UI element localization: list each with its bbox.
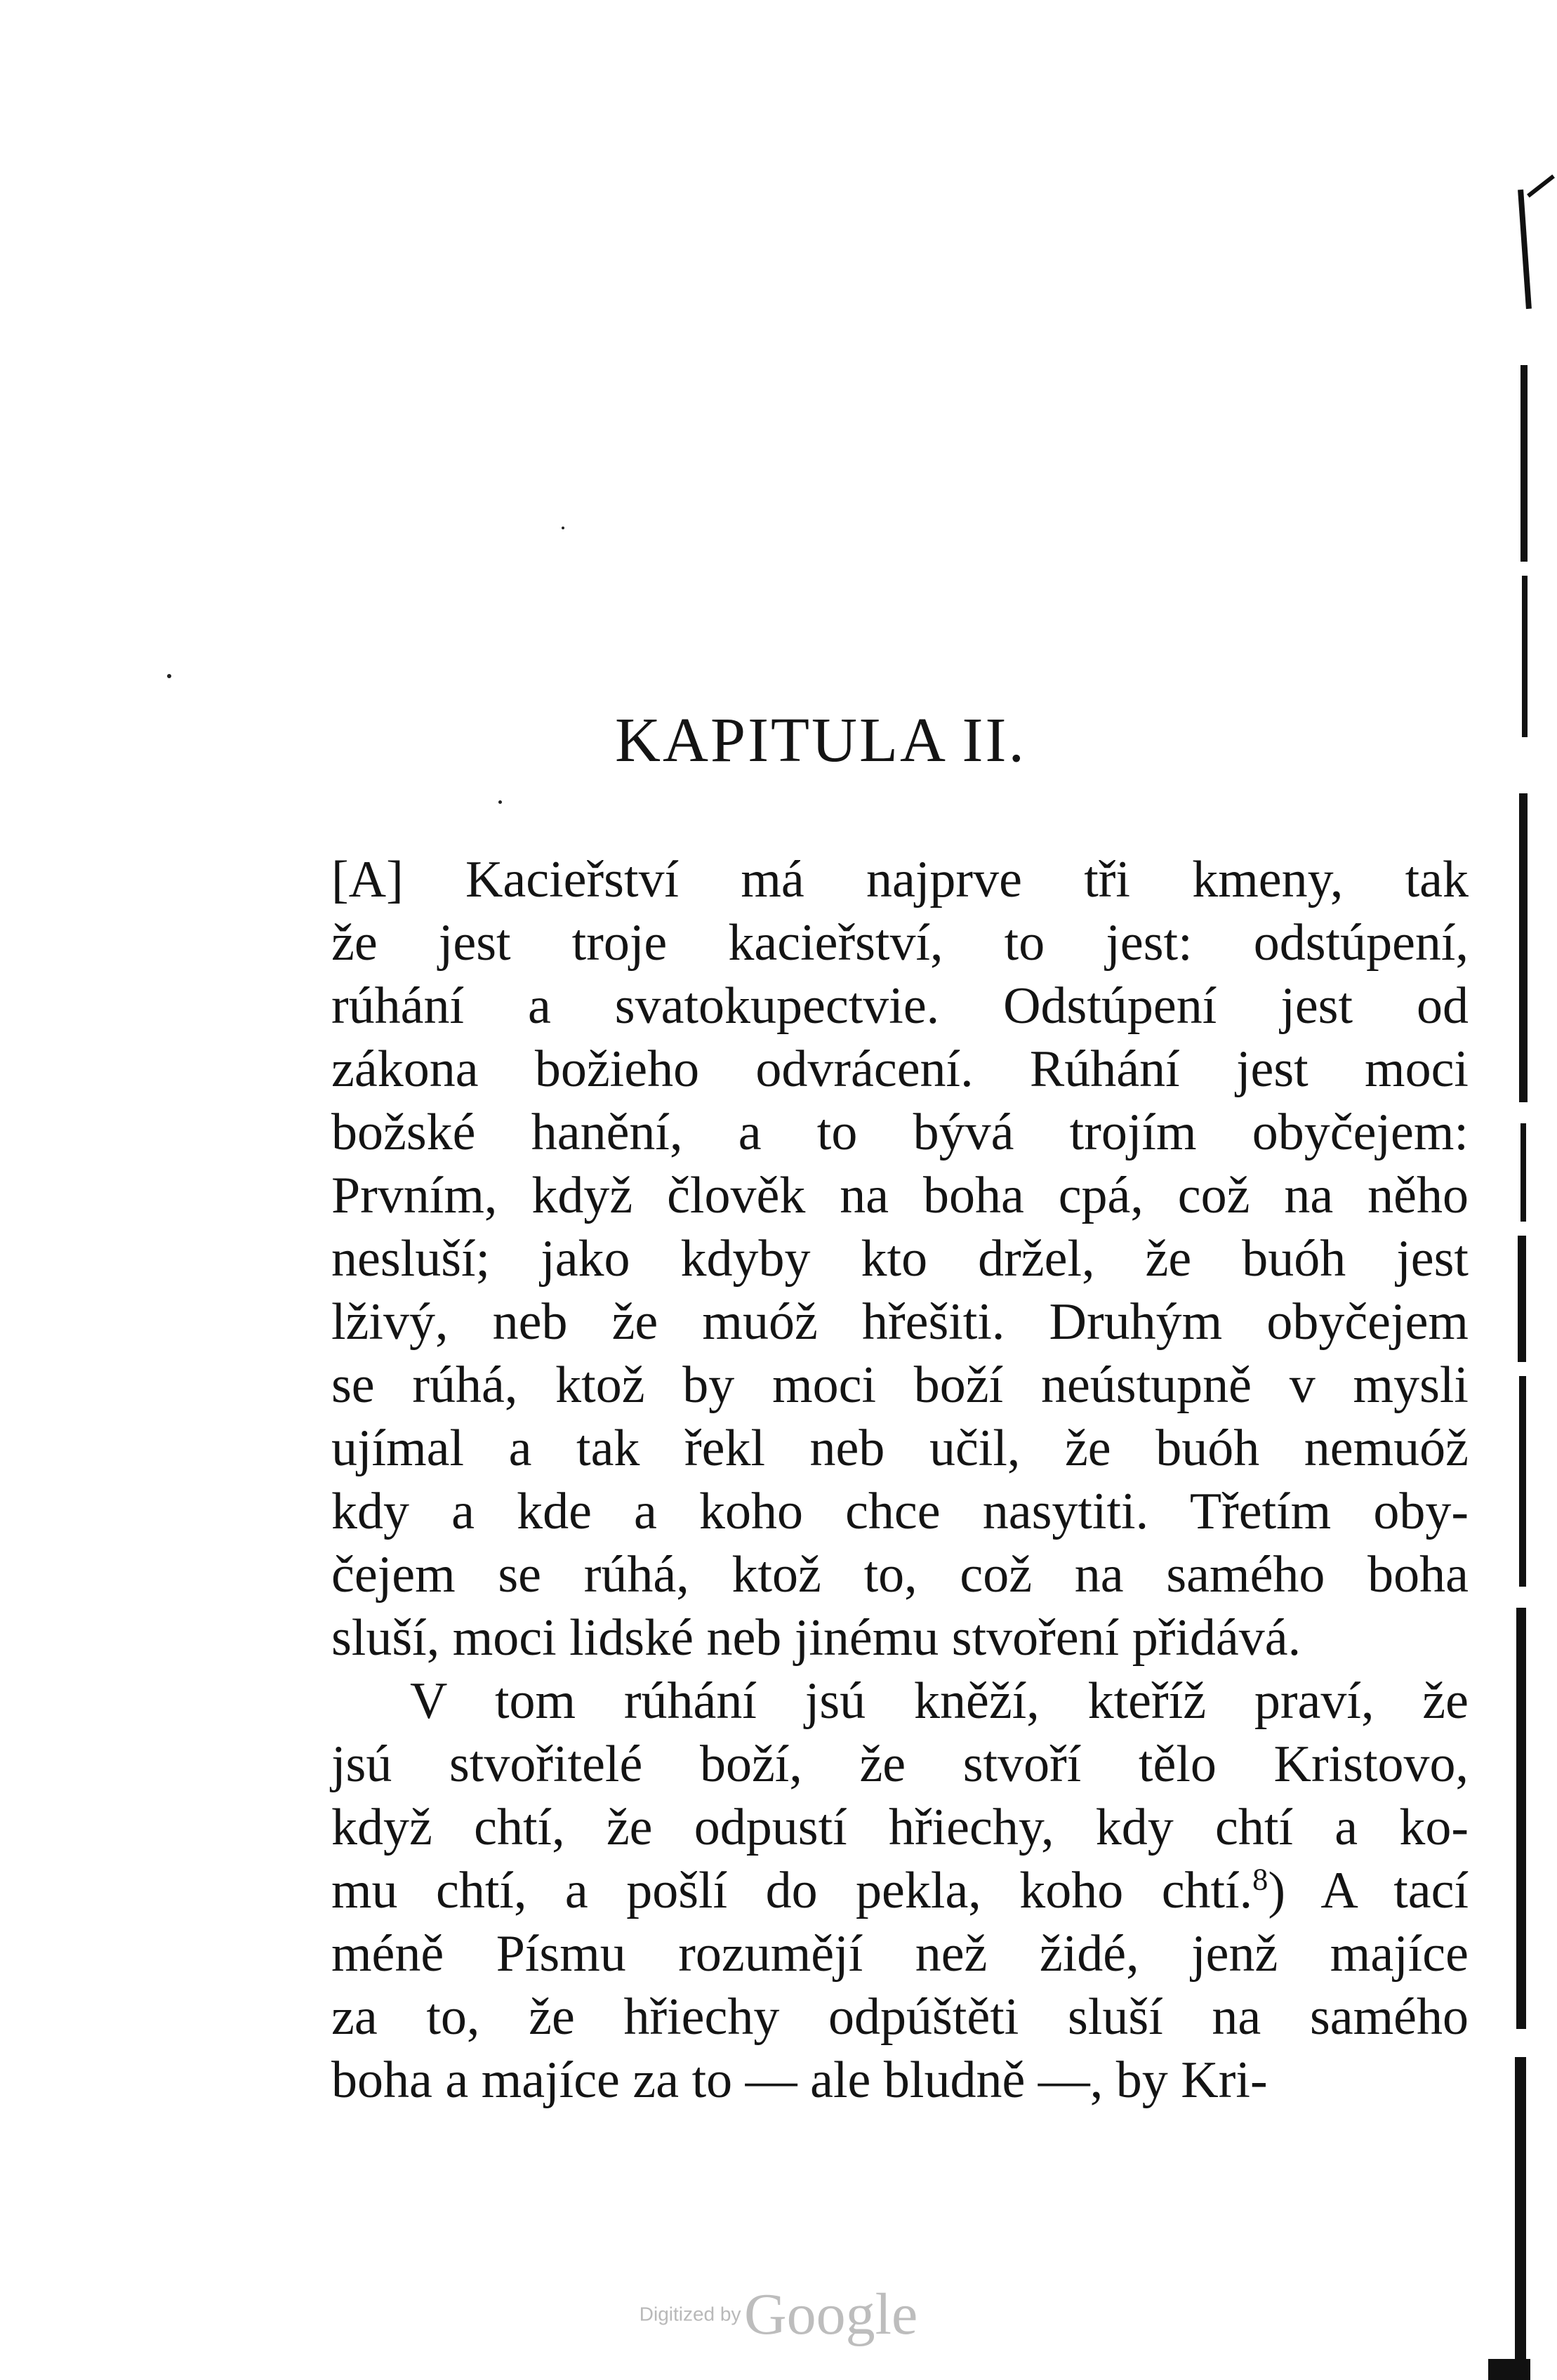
scan-speck: [562, 527, 564, 529]
google-logo: Google: [743, 2282, 918, 2347]
text-line: kdy a kde a koho chce nasytiti. Třetím oby-: [331, 1483, 1469, 1540]
binding-edge: [1520, 1123, 1526, 1222]
text-line: rúhání a svatokupectvie. Odstúpení jest od: [331, 977, 1469, 1035]
binding-edge: [1516, 1608, 1526, 2029]
text-line: méně Písmu rozumějí než židé, jenž majíce: [331, 1925, 1469, 1983]
watermark-prefix: Digitized by: [639, 2303, 741, 2325]
text-line: ujímal a tak řekl neb učil, že buóh nemuóž: [331, 1420, 1469, 1477]
text-line: se rúhá, ktož by moci boží neústupně v mysli: [331, 1356, 1469, 1414]
text-line: V tom rúhání jsú kněží, kteříž praví, že: [410, 1672, 1469, 1730]
text-line: nesluší; jako kdyby kto držel, že buóh jest: [331, 1230, 1469, 1288]
text-line-with-footnote: [331, 1859, 1469, 1922]
text-line-part: mu chtí, a pošlí do pekla, koho chtí.: [331, 1862, 1253, 1919]
body-text: [331, 848, 1469, 2112]
chapter-title: KAPITULA II.: [615, 706, 1026, 775]
binding-edge: [1522, 576, 1528, 737]
digitization-watermark: [0, 2280, 1557, 2348]
binding-edge: [1518, 1236, 1526, 1362]
binding-edge-corner: [1488, 2359, 1530, 2380]
text-line: sluší, moci lidské neb jinému stvoření přidává.: [331, 1609, 1301, 1667]
binding-edge: [1520, 365, 1528, 562]
text-line: boha a majíce za to — ale bludně —, by Kri-: [331, 2051, 1268, 2109]
text-line: čejem se rúhá, ktož to, což na samého boha: [331, 1546, 1469, 1604]
text-line: když chtí, že odpustí hřiechy, kdy chtí a ko-: [331, 1799, 1469, 1856]
text-line: lživý, neb že muóž hřešiti. Druhým obyčejem: [331, 1293, 1469, 1351]
text-line: zákona božieho odvrácení. Rúhání jest moci: [331, 1040, 1469, 1098]
binding-edge: [1519, 793, 1528, 1102]
binding-edge: [1515, 2057, 1526, 2380]
scan-speck: [498, 800, 502, 804]
text-line: jsú stvořitelé boží, že stvoří tělo Kristovo,: [331, 1736, 1469, 1793]
binding-edge-top: [1518, 190, 1532, 309]
footnote-reference[interactable]: 8: [1252, 1861, 1268, 1897]
text-line: Prvním, když člověk na boha cpá, což na něho: [331, 1167, 1469, 1224]
text-line: za to, že hřiechy odpúštěti sluší na samého: [331, 1988, 1469, 2046]
text-line: [A] Kacieřství má najprve tři kmeny, tak: [331, 851, 1469, 908]
scan-speck: [167, 674, 171, 678]
binding-edge: [1519, 1376, 1526, 1587]
text-line: božské hanění, a to bývá trojím obyčejem:: [331, 1104, 1469, 1161]
text-line-part: ) A tací: [1268, 1862, 1469, 1919]
text-line: že jest troje kacieřství, to jest: odstúpení,: [331, 914, 1469, 972]
binding-edge-top-curve: [1527, 174, 1555, 197]
